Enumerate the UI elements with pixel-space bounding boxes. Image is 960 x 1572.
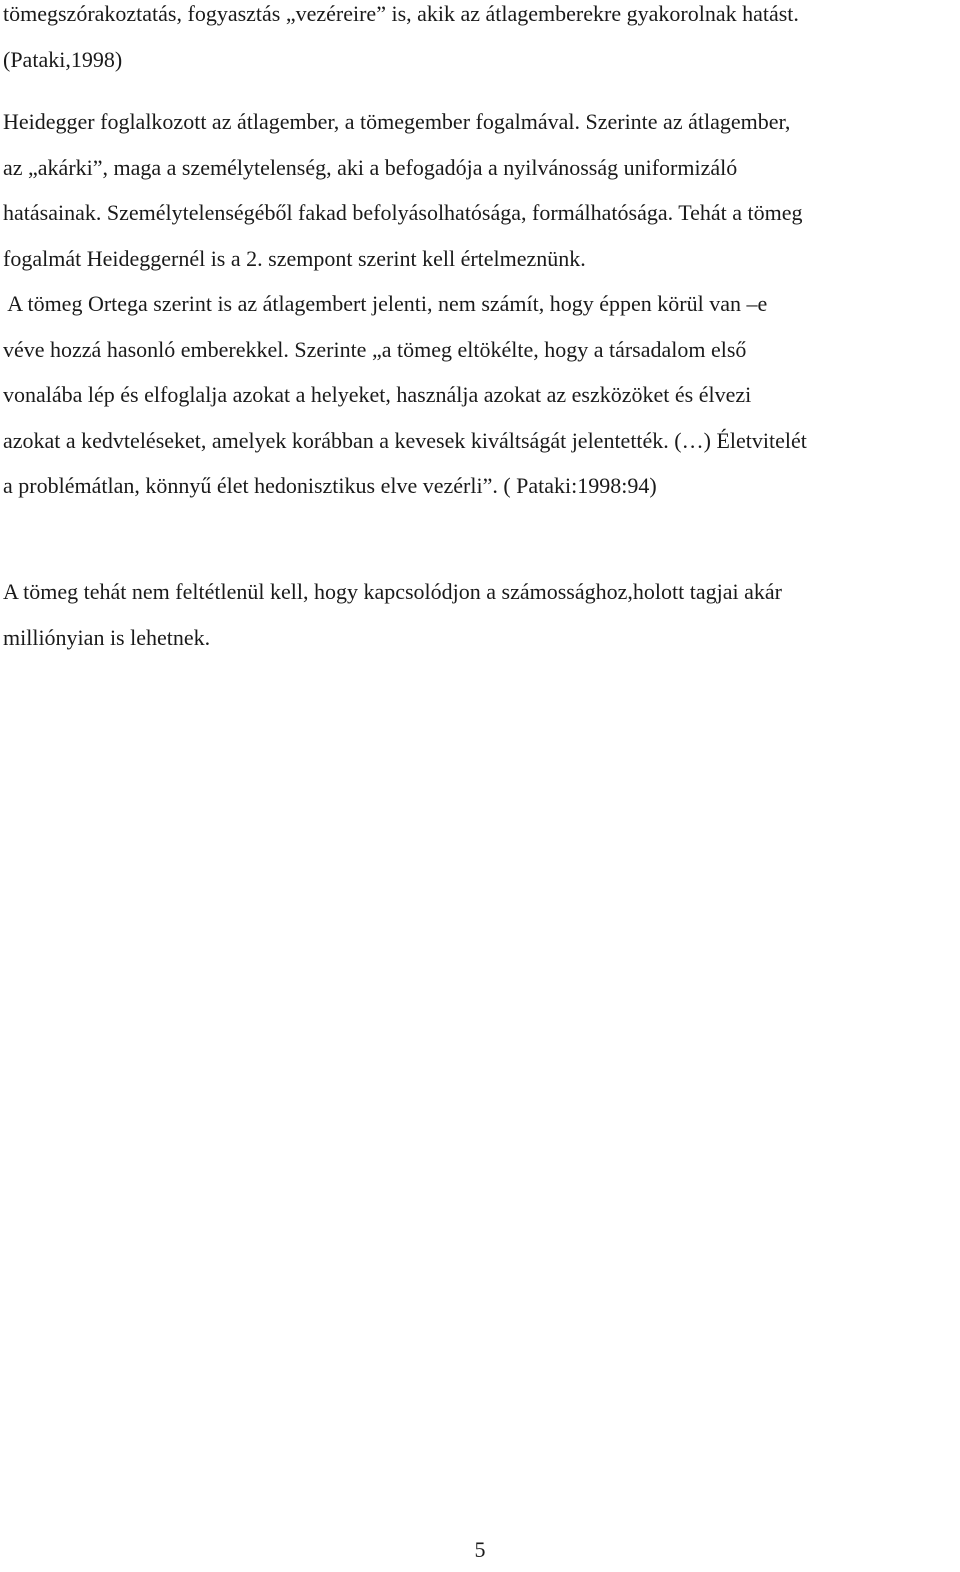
paragraph-2 (3, 99, 953, 509)
text-line: az „akárki”, maga a személytelenség, aki a befogadója a nyilvánosság uniformizáló (3, 154, 738, 180)
text-line: milliónyian is lehetnek. (3, 624, 211, 650)
page-number: 5 (474, 1537, 486, 1562)
text-line: hatásainak. Személytelenségéből fakad befolyásolhatósága, formálhatósága. Tehát a tömeg (3, 200, 803, 225)
text-line: tömegszórakoztatás, fogyasztás „vezéreire” is, akik az átlagemberekre gyakorolnak hatást. (3, 1, 799, 26)
text-line: azokat a kedvteléseket, amelyek korábban a kevesek kiváltságát jelentették. (…) Életvitelét (3, 427, 807, 453)
text-line: véve hozzá hasonló emberekkel. Szerinte „a tömeg eltökélte, hogy a társadalom első (3, 336, 747, 362)
text-line: A tömeg tehát nem feltétlenül kell, hogy kapcsolódjon a számossághoz,holott tagjai akár (3, 579, 782, 604)
text-line: vonalába lép és elfoglalja azokat a helyeket, használja azokat az eszközöket és élvezi (3, 382, 752, 407)
paragraph-3 (3, 569, 953, 660)
paragraph-1 (3, 0, 953, 82)
text-line: A tömeg Ortega szerint is az átlagembert jelenti, nem számít, hogy éppen körül van –e (3, 291, 768, 316)
text-line: (Pataki,1998) (3, 46, 123, 72)
text-line: a problémátlan, könnyű élet hedonisztikus elve vezérli”. ( Pataki:1998:94) (3, 473, 657, 498)
text-line: Heidegger foglalkozott az átlagember, a tömegember fogalmával. Szerinte az átlagember, (3, 109, 791, 134)
text-line: fogalmát Heideggernél is a 2. szempont szerint kell értelmeznünk. (3, 245, 586, 271)
